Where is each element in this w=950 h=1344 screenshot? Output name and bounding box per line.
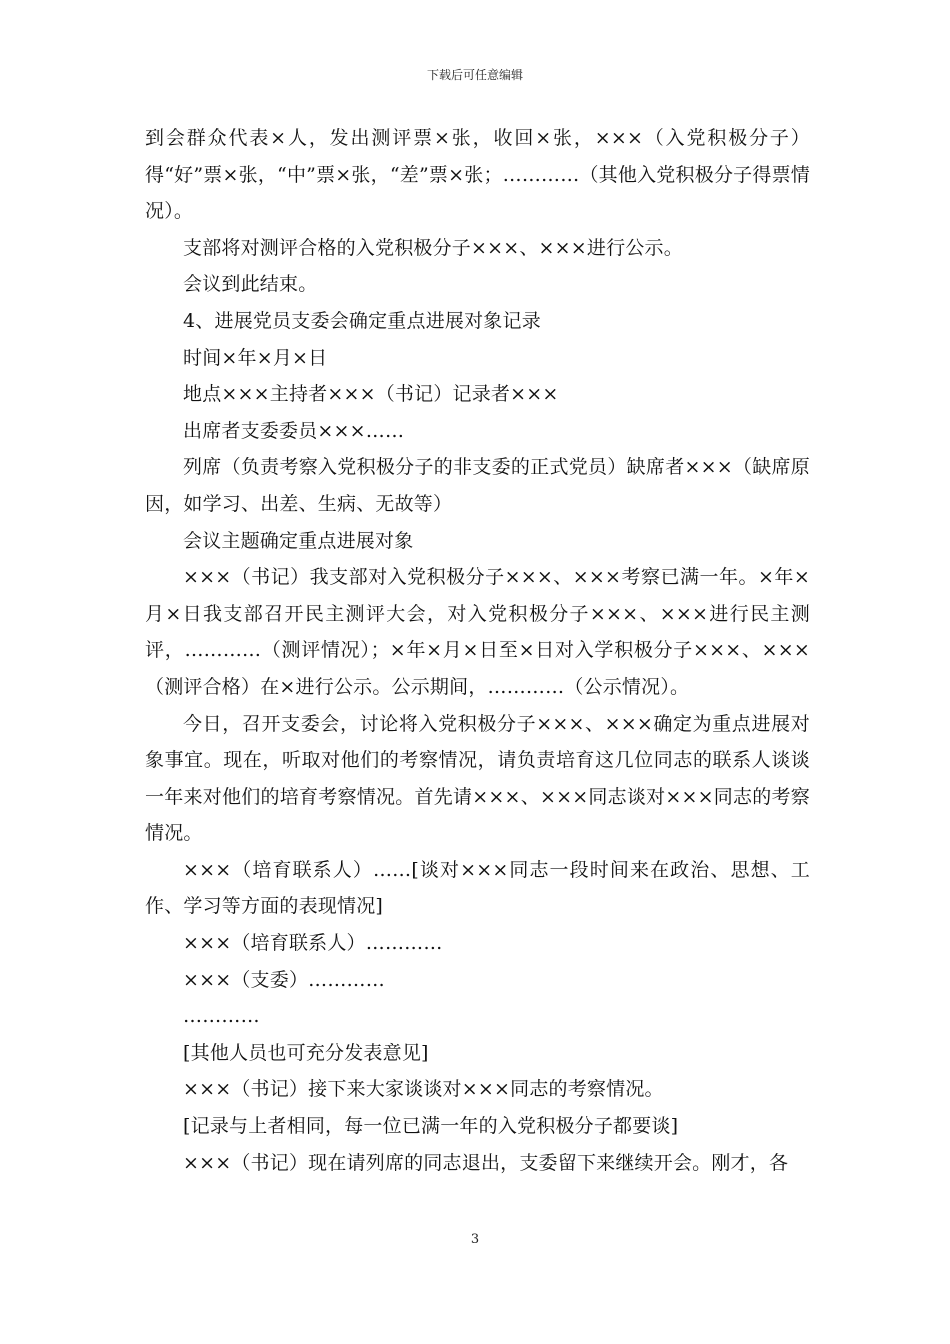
paragraph: 出席者支委委员×××…… [183,419,405,442]
document-body [145,120,810,1181]
paragraph: ×××（书记）接下来大家谈谈对×××同志的考察情况。 [183,1078,664,1101]
paragraph: ×××（书记）现在请列席的同志退出，支委留下来继续开会。刚才，各 [183,1151,789,1174]
paragraph: [记录与上者相同，每一位已满一年的入党积极分子都要谈] [183,1115,679,1138]
section-heading: 4、进展党员支委会确定重点进展对象记录 [183,309,541,332]
paragraph: 今日，召开支委会，讨论将入党积极分子×××、×××确定为重点进展对象事宜。现在，听取对他们的考察情况，请负责培育这几位同志的联系人谈谈一年来对他们的培育考察情况。首先请×××、×××同志谈对×××同志的考察情况。 [145,712,810,845]
paragraph: ×××（支委）………… [183,968,385,991]
paragraph: 支部将对测评合格的入党积极分子×××、×××进行公示。 [183,236,683,259]
paragraph: ………… [183,1005,260,1028]
paragraph: ×××（培育联系人）………… [183,932,443,955]
page-number: 3 [470,1232,480,1247]
paragraph: ×××（培育联系人）……[谈对×××同志一段时间来在政治、思想、工作、学习等方面的表现情况] [145,858,810,918]
paragraph: 会议到此结束。 [183,273,318,296]
paragraph: 会议主题确定重点进展对象 [183,529,414,552]
paragraph: 到会群众代表×人，发出测评票×张，收回×张，×××（入党积极分子）得“好”票×张，“中”票×张，“差”票×张；…………（其他入党积极分子得票情况）。 [145,127,810,223]
paragraph: 地点×××主持者×××（书记）记录者××× [183,383,559,406]
paragraph: 时间×年×月×日 [183,346,328,369]
paragraph: 列席（负责考察入党积极分子的非支委的正式党员）缺席者×××（缺席原因，如学习、出差、生病、无故等） [145,456,810,515]
paragraph: [其他人员也可充分发表意见] [183,1041,429,1064]
page-header: 下载后可任意编辑 [426,68,523,82]
paragraph: ×××（书记）我支部对入党积极分子×××、×××考察已满一年。×年×月×日我支部召开民主测评大会，对入党积极分子×××、×××进行民主测评，…………（测评情况）；×年×月×日至×日对入学积极分子×××、×××（测评合格）在×进行公示。公示期间，…………（公示情况）。 [145,566,810,698]
